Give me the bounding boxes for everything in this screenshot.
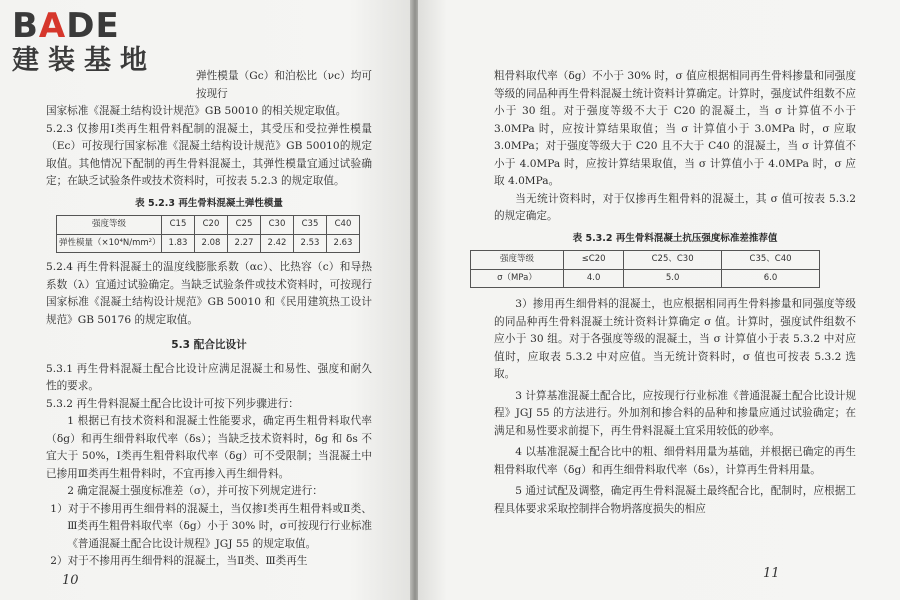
table-header-cell: ≤C20 xyxy=(564,251,624,270)
table-header-cell: σ（MPa） xyxy=(471,269,564,288)
left-body xyxy=(46,68,372,571)
right-page xyxy=(418,0,900,600)
table-header-cell: 强度等级 xyxy=(57,216,162,235)
table-cell: 2.42 xyxy=(261,234,294,253)
table-cell: C35 xyxy=(294,216,327,235)
table-cell: 2.63 xyxy=(327,234,360,253)
table-header-cell: C25、C30 xyxy=(624,251,722,270)
table-cell: 2.53 xyxy=(294,234,327,253)
table-cell: 2.27 xyxy=(228,234,261,253)
table-cell: C15 xyxy=(162,216,195,235)
table-cell: 5.0 xyxy=(624,269,722,288)
table-header-cell: C35、C40 xyxy=(722,251,820,270)
table-cell: C20 xyxy=(195,216,228,235)
table-cell: 2.08 xyxy=(195,234,228,253)
item-2: 2 确定混凝土强度标准差（σ），并可按下列规定进行： xyxy=(67,485,323,497)
logo-subtitle: 建装基地 xyxy=(12,45,156,76)
clause-5-3-2: 5.3.2 再生骨料混凝土配合比设计可按下列步骤进行： xyxy=(46,397,299,410)
table-cell: 1.83 xyxy=(162,234,195,253)
clause-5-3-1: 5.3.1 再生骨料混凝土配合比设计应满足混凝土和易性、强度和耐久性的要求。 xyxy=(46,362,372,392)
logo-wordmark: BADE xyxy=(12,6,120,46)
table-cell: C40 xyxy=(327,216,360,235)
page-number: 11 xyxy=(763,566,780,581)
clause-5-2-4: 5.2.4 再生骨料混凝土的温度线膨胀系数（αc）、比热容（c）和导热系数（λ）宜通过试验确定。当缺乏试验条件或技术资料时，可按现行国家标准《混凝土结构设计规范》GB 50010 和《民用建筑热工设计规范》GB 50176 的规定取值。 xyxy=(46,261,372,326)
item-2-2: 2）对于不掺用再生细骨料的混凝土，当Ⅱ类、Ⅲ类再生 xyxy=(50,555,308,567)
table-header-cell: 弹性模量（×10⁴N/mm²） xyxy=(57,234,162,253)
item-2-3: 3）掺用再生细骨料的混凝土，也应根据相同再生骨料掺量和同强度等级的同品种再生骨料混凝土统计资料计算确定 σ 值。计算时，强度试件组数不应小于 30 组。对于各强度等级的混凝土，当 σ 计算值小于表 5.3.2 中对应值时，应取表 5.3.2 中对应值。当无统计资料时，σ 值也可按表 5.3.2 选取。 xyxy=(494,298,856,380)
left-page xyxy=(0,0,412,600)
paragraph: 国家标准《混凝土结构设计规范》GB 50010 的相关规定取值。 xyxy=(46,105,347,117)
table-caption: 表 5.3.2 再生骨料混凝土抗压强度标准差推荐值 xyxy=(572,232,778,244)
item-4: 4 以基准混凝土配合比中的粗、细骨料用量为基础，并根据已确定的再生粗骨料取代率（δg）和再生细骨料取代率（δs），计算再生骨料用量。 xyxy=(494,446,856,476)
table-caption: 表 5.2.3 再生骨料混凝土弹性模量 xyxy=(135,197,283,209)
section-heading: 5.3 配合比设计 xyxy=(171,339,247,351)
right-body xyxy=(494,68,856,518)
clause-5-2-3: 5.2.3 仅掺用Ⅰ类再生粗骨料配制的混凝土，其受压和受拉弹性模量（Ec）可按现行国家标准《混凝土结构设计规范》GB 50010的规定取值。其他情况下配制的再生骨料混凝土，其弹性模量宜通过试验确定；在缺乏试验条件或技术资料时，可按表 5.2.3 的规定取值。 xyxy=(46,122,372,187)
paragraph-continued: 粗骨料取代率（δg）不小于 30% 时，σ 值应根据相同再生骨料掺量和同强度等级的同品种再生骨料混凝土统计资料计算确定。计算时，强度试件组数不应小于 30 组。对于强度等级不大于 C20 的混凝土，当 σ 计算值不小于 3.0MPa 时，应按计算结果取值；当 σ 计算值小于 3.0MPa 时，σ 应取 3.0MPa；对于强度等级大于 C20 且不大于 C40 的混凝土，当 σ 计算值不小于 4.0MPa 时，应按计算结果取值，当 σ 计算值小于 4.0MPa 时，σ 应取 4.0MPa。 xyxy=(494,70,856,187)
std-deviation-table xyxy=(470,250,820,288)
table-cell: C30 xyxy=(261,216,294,235)
page-number: 10 xyxy=(62,573,79,588)
item-1: 1 根据已有技术资料和混凝土性能要求，确定再生粗骨料取代率（δg）和再生细骨料取代率（δs）；当缺乏技术资料时，δg 和 δs 不宜大于 50%，Ⅰ类再生粗骨料取代率（δg）可不受限制；当混凝土中已掺用Ⅲ类再生粗骨料时，不宜再掺入再生细骨料。 xyxy=(46,415,372,480)
table-cell: 6.0 xyxy=(722,269,820,288)
watermark-logo xyxy=(12,8,174,76)
elastic-modulus-table xyxy=(56,215,360,253)
paragraph: 当无统计资料时，对于仅掺再生粗骨料的混凝土，其 σ 值可按表 5.3.2 的规定确定。 xyxy=(494,192,856,222)
item-2-1: 1）对于不掺用再生细骨料的混凝土，当仅掺Ⅰ类再生粗骨料或Ⅱ类、Ⅲ类再生粗骨料取代率（δg）小于 30% 时，σ可按现行行业标准《普通混凝土配合比设计规程》JGJ 55 的规定取值。 xyxy=(50,502,372,550)
table-cell: 4.0 xyxy=(564,269,624,288)
table-cell: C25 xyxy=(228,216,261,235)
table-header-cell: 强度等级 xyxy=(471,251,564,270)
item-5: 5 通过试配及调整，确定再生骨料混凝土最终配合比，配制时，应根据工程具体要求采取控制拌合物坍落度损失的相应 xyxy=(494,485,856,515)
paragraph-continued: 弹性模量（Gc）和泊松比（νc）均可按现行 xyxy=(196,70,372,100)
item-3: 3 计算基准混凝土配合比，应按现行行业标准《普通混凝土配合比设计规程》JGJ 55 的方法进行。外加剂和掺合料的品种和掺量应通过试验确定；在满足和易性要求前提下，再生骨料混凝土宜采用较低的砂率。 xyxy=(494,389,856,437)
